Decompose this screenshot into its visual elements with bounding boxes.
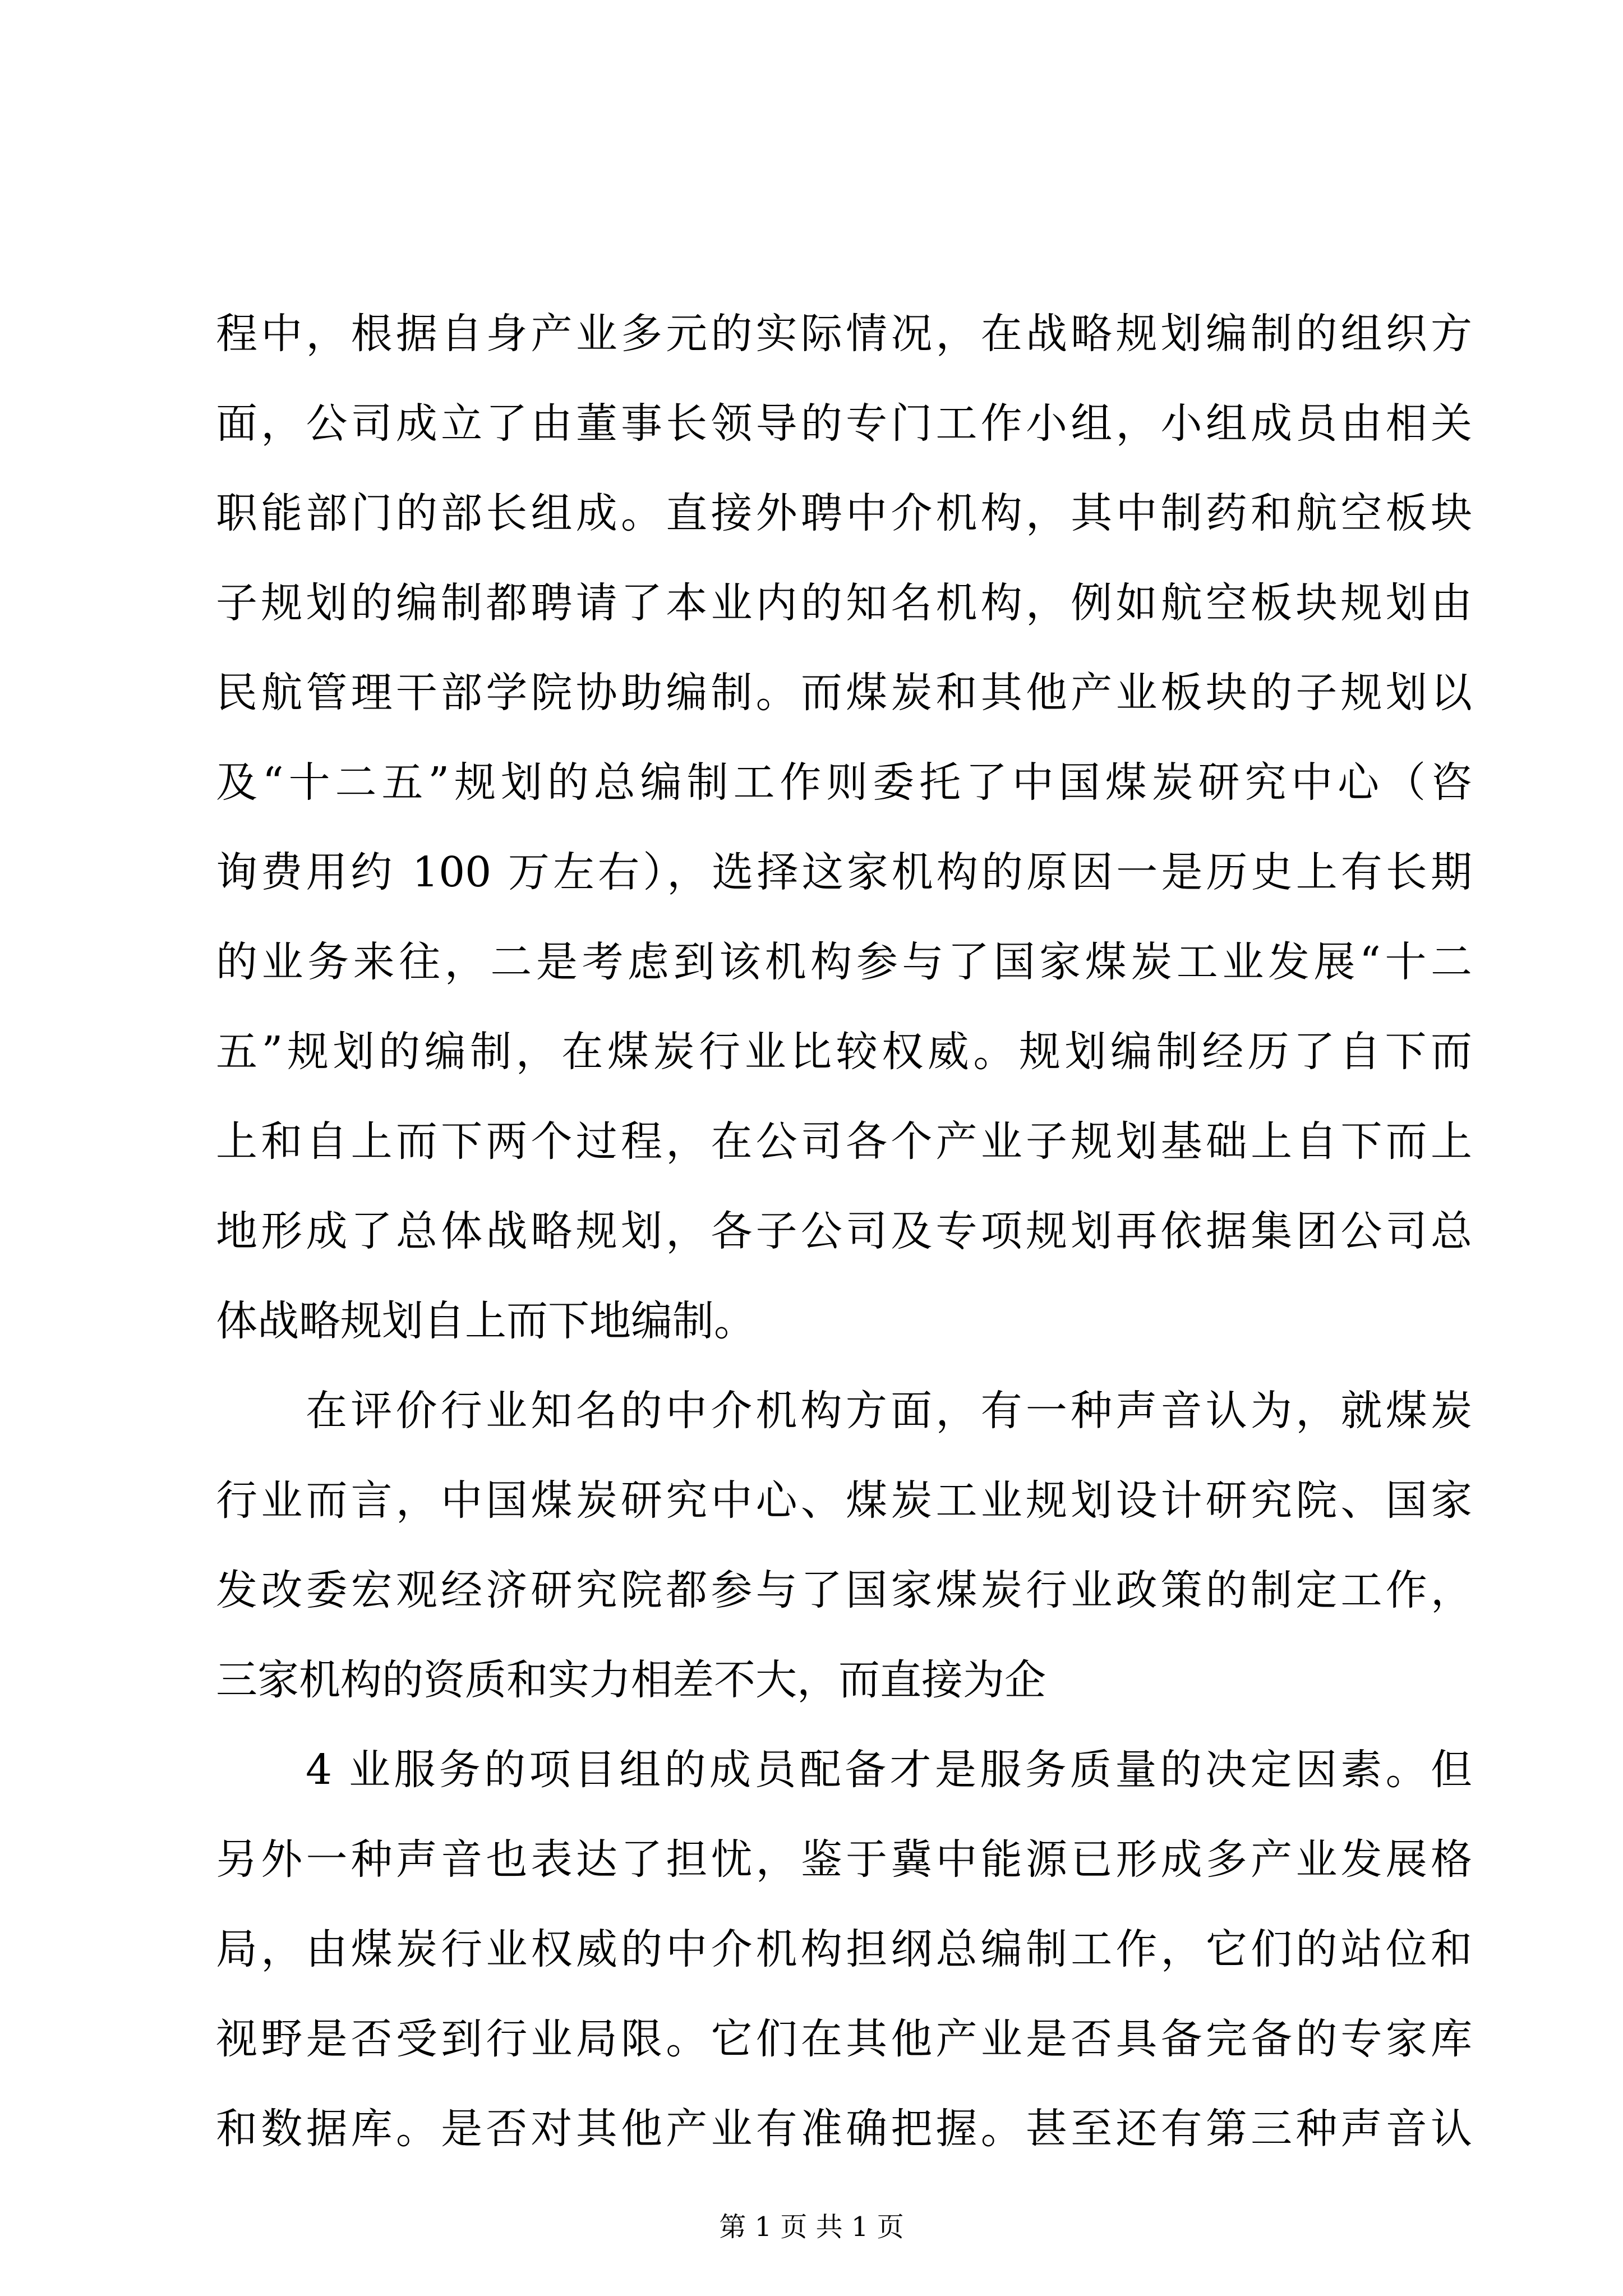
text-line: 视野是否受到行业局限。它们在其他产业是否具备完备的专家库 bbox=[216, 2015, 1472, 2063]
text-line: 地形成了总体战略规划，各子公司及专项规划再依据集团公司总 bbox=[216, 1207, 1472, 1255]
text-line: 三家机构的资质和实力相差不大，而直接为企 bbox=[216, 1656, 1046, 1704]
text-line: 询费用约 100 万左右），选择这家机构的原因一是历史上有长期 bbox=[216, 848, 1472, 896]
text-line: 民航管理干部学院协助编制。而煤炭和其他产业板块的子规划以 bbox=[216, 669, 1472, 717]
text-line: 五”规划的编制，在煤炭行业比较权威。规划编制经历了自下而 bbox=[216, 1028, 1472, 1076]
text-line: 子规划的编制都聘请了本业内的知名机构，例如航空板块规划由 bbox=[216, 579, 1472, 627]
page-footer: 第 1 页 共 1 页 bbox=[719, 2211, 904, 2243]
text-line: 发改委宏观经济研究院都参与了国家煤炭行业政策的制定工作， bbox=[216, 1566, 1472, 1614]
text-line: 程中，根据自身产业多元的实际情况，在战略规划编制的组织方 bbox=[216, 310, 1472, 358]
text-line: 局，由煤炭行业权威的中介机构担纲总编制工作，它们的站位和 bbox=[216, 1925, 1472, 1973]
text-line: 4 业服务的项目组的成员配备才是服务质量的决定因素。但 bbox=[306, 1746, 1472, 1794]
text-line: 在评价行业知名的中介机构方面，有一种声音认为，就煤炭 bbox=[306, 1387, 1472, 1435]
text-line: 上和自上而下两个过程，在公司各个产业子规划基础上自下而上 bbox=[216, 1117, 1472, 1166]
text-line: 的业务来往，二是考虑到该机构参与了国家煤炭工业发展“十二 bbox=[216, 938, 1472, 986]
text-line: 另外一种声音也表达了担忧，鉴于冀中能源已形成多产业发展格 bbox=[216, 1835, 1472, 1884]
text-line: 和数据库。是否对其他产业有准确把握。甚至还有第三种声音认 bbox=[216, 2105, 1472, 2153]
text-line: 行业而言，中国煤炭研究中心、煤炭工业规划设计研究院、国家 bbox=[216, 1476, 1472, 1525]
text-line: 及“十二五”规划的总编制工作则委托了中国煤炭研究中心（咨 bbox=[216, 758, 1472, 807]
text-line: 职能部门的部长组成。直接外聘中介机构，其中制药和航空板块 bbox=[216, 489, 1472, 537]
text-line: 体战略规划自上而下地编制。 bbox=[216, 1297, 755, 1345]
text-line: 面，公司成立了由董事长领导的专门工作小组，小组成员由相关 bbox=[216, 399, 1472, 448]
